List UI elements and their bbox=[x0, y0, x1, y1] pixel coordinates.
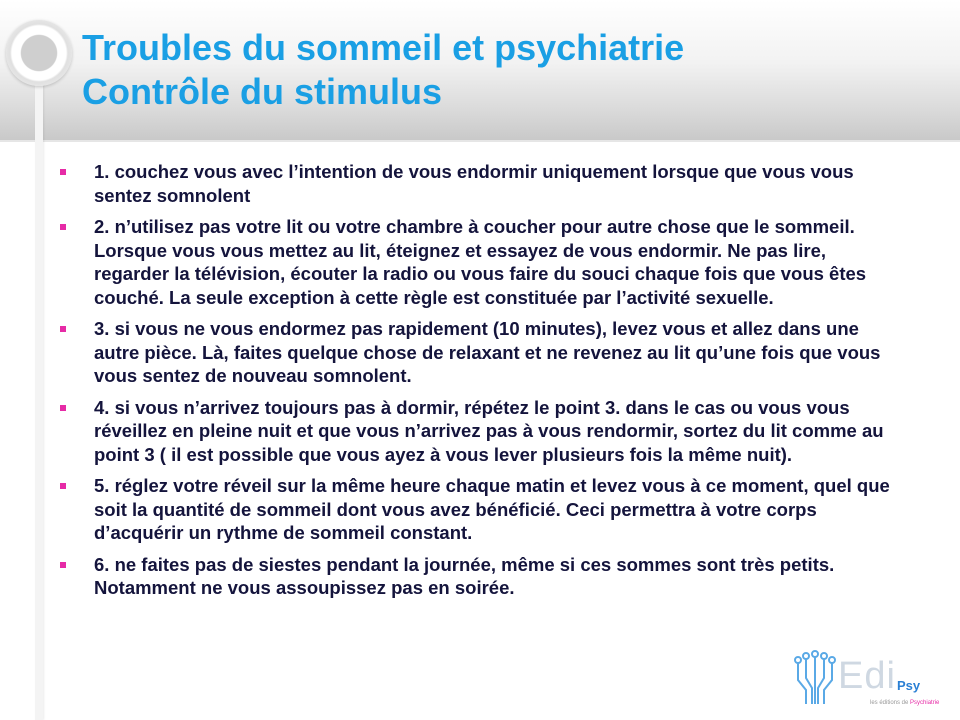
bullet-icon bbox=[60, 405, 66, 411]
bullet-icon bbox=[60, 483, 66, 489]
list-item bbox=[58, 317, 898, 388]
logo-tagline-accent: Psychiatrie bbox=[910, 700, 940, 706]
list-item bbox=[58, 396, 898, 467]
list-item bbox=[58, 553, 898, 600]
logo-psy-text: Psy bbox=[897, 678, 921, 693]
logo-tagline bbox=[870, 700, 939, 706]
list-item bbox=[58, 160, 898, 207]
decorative-ring-icon bbox=[6, 20, 72, 86]
list-item-text: 6. ne faites pas de siestes pendant la journée, même si ces sommes sont très petits. Notamment ne vous assoupissez pas en soirée. bbox=[94, 553, 835, 598]
list-item-text: 4. si vous n’arrivez toujours pas à dormir, répétez le point 3. dans le cas ou vous vous réveillez en pleine nuit et que vous n’arrivez pas à vous rendormir, sortez du lit comme au point 3 ( il est possible que vous ayez à vous lever plusieurs fois la même nuit). bbox=[94, 396, 884, 465]
bullet-icon bbox=[60, 224, 66, 230]
list-item-text: 1. couchez vous avec l’intention de vous endormir uniquement lorsque que vous vous sentez somnolent bbox=[94, 161, 854, 206]
slide-title-line-1: Troubles du sommeil et psychiatrie bbox=[82, 27, 685, 68]
edipsy-logo bbox=[790, 650, 950, 712]
list-item-text: 5. réglez votre réveil sur la même heure chaque matin et levez vous à ce moment, quel que soit la quantité de sommeil dont vous avez bénéficié. Ceci permettra à votre corps d’acquérir un rythme de sommeil constant. bbox=[94, 475, 890, 543]
bullet-icon bbox=[60, 326, 66, 332]
logo-edi-text: Edi bbox=[838, 655, 896, 697]
logo-tagline-left: les éditions de bbox=[870, 700, 909, 706]
decorative-vertical-bar bbox=[35, 60, 43, 720]
bullet-icon bbox=[60, 562, 66, 568]
bullet-icon bbox=[60, 169, 66, 175]
list-item bbox=[58, 474, 898, 545]
circuit-logo-icon bbox=[790, 650, 840, 706]
list-item-text: 3. si vous ne vous endormez pas rapidement (10 minutes), levez vous et allez dans une autre pièce. Là, faites quelque chose de relaxant et ne revenez au lit qu’une fois que vous vous sentez de nouveau somnolent. bbox=[94, 318, 881, 386]
slide-title-line-2: Contrôle du stimulus bbox=[82, 71, 442, 112]
header-divider bbox=[0, 140, 960, 142]
instruction-list bbox=[58, 160, 898, 608]
slide-title bbox=[82, 26, 684, 114]
list-item-text: 2. n’utilisez pas votre lit ou votre chambre à coucher pour autre chose que le sommeil. Lorsque vous vous mettez au lit, éteignez et essayez de vous endormir. Ne pas lire, regarder la télévision, écouter la radio ou vous faire du souci chaque fois que vous êtes couché. La seule exception à cette règle est constituée par l’activité sexuelle. bbox=[94, 216, 867, 308]
list-item bbox=[58, 215, 898, 309]
